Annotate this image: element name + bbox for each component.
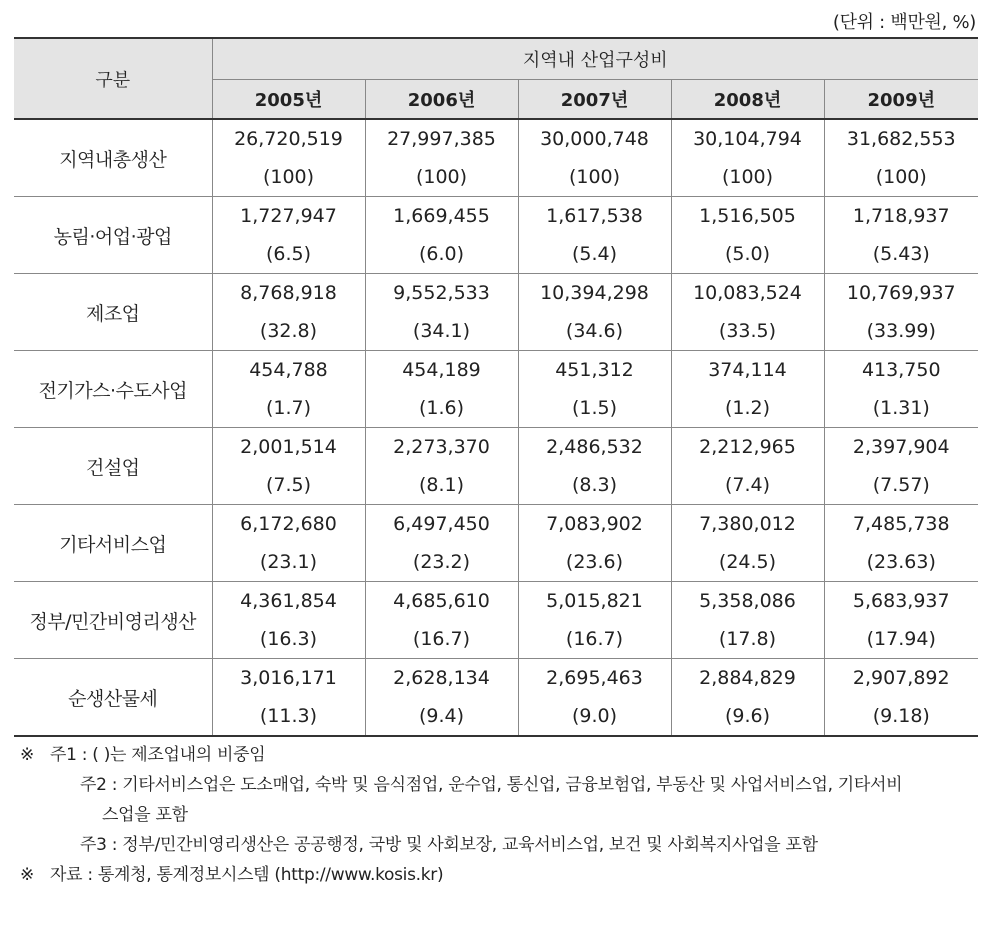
reference-mark: ※ bbox=[20, 745, 34, 765]
data-cell bbox=[824, 197, 978, 274]
data-cell bbox=[671, 428, 824, 505]
cell-share: (5.43) bbox=[872, 243, 930, 265]
data-cell bbox=[824, 659, 978, 737]
cell-value: 374,114 bbox=[708, 359, 787, 381]
data-cell bbox=[671, 197, 824, 274]
cell-value: 2,907,892 bbox=[852, 667, 950, 689]
cell-value: 2,273,370 bbox=[393, 436, 490, 458]
data-cell bbox=[212, 351, 365, 428]
cell-value: 26,720,519 bbox=[234, 128, 343, 150]
cell-share: (8.3) bbox=[571, 474, 618, 496]
data-cell bbox=[824, 119, 978, 197]
cell-value: 30,000,748 bbox=[540, 128, 649, 150]
data-cell bbox=[518, 582, 671, 659]
cell-value: 2,001,514 bbox=[240, 436, 337, 458]
data-cell bbox=[365, 582, 518, 659]
cell-share: (9.4) bbox=[418, 705, 465, 727]
data-cell bbox=[671, 659, 824, 737]
data-cell bbox=[671, 274, 824, 351]
table-row bbox=[14, 582, 978, 659]
cell-share: (33.99) bbox=[866, 320, 936, 342]
cell-share: (11.3) bbox=[259, 705, 318, 727]
row-label: 지역내총생산 bbox=[14, 119, 212, 197]
data-cell bbox=[671, 351, 824, 428]
data-cell bbox=[212, 505, 365, 582]
cell-share: (100) bbox=[721, 166, 774, 188]
cell-share: (23.1) bbox=[259, 551, 318, 573]
data-cell bbox=[518, 351, 671, 428]
cell-value: 454,788 bbox=[249, 359, 328, 381]
table-row bbox=[14, 659, 978, 737]
cell-share: (100) bbox=[415, 166, 468, 188]
cell-share: (16.7) bbox=[412, 628, 471, 650]
cell-value: 30,104,794 bbox=[693, 128, 802, 150]
data-cell bbox=[824, 274, 978, 351]
table-row bbox=[14, 197, 978, 274]
note-3: 주3 : 정부/민간비영리생산은 공공행정, 국방 및 사회보장, 교육서비스업, 보건 및 사회복지사업을 포함 bbox=[80, 835, 818, 855]
group-header: 지역내 산업구성비 bbox=[212, 38, 978, 80]
cell-share: (7.4) bbox=[724, 474, 771, 496]
data-cell bbox=[365, 119, 518, 197]
data-cell bbox=[518, 119, 671, 197]
data-cell bbox=[212, 274, 365, 351]
data-cell bbox=[518, 428, 671, 505]
cell-value: 9,552,533 bbox=[393, 282, 490, 304]
data-cell bbox=[518, 505, 671, 582]
data-cell bbox=[671, 505, 824, 582]
year-header: 2005년 bbox=[212, 80, 365, 120]
cell-share: (6.0) bbox=[418, 243, 465, 265]
cell-value: 10,769,937 bbox=[846, 282, 956, 304]
cell-share: (17.8) bbox=[718, 628, 777, 650]
data-cell bbox=[365, 197, 518, 274]
cell-share: (9.6) bbox=[724, 705, 771, 727]
cell-value: 2,397,904 bbox=[852, 436, 950, 458]
cell-share: (100) bbox=[262, 166, 315, 188]
cell-value: 7,485,738 bbox=[852, 513, 950, 535]
cell-share: (7.57) bbox=[872, 474, 930, 496]
cell-value: 1,617,538 bbox=[546, 205, 643, 227]
data-cell bbox=[518, 659, 671, 737]
cell-value: 2,628,134 bbox=[393, 667, 490, 689]
cell-share: (16.7) bbox=[565, 628, 624, 650]
row-label: 제조업 bbox=[14, 274, 212, 351]
cell-share: (32.8) bbox=[259, 320, 318, 342]
row-label: 농림·어업·광업 bbox=[14, 197, 212, 274]
data-cell bbox=[212, 582, 365, 659]
cell-value: 31,682,553 bbox=[846, 128, 956, 150]
data-cell bbox=[365, 659, 518, 737]
source-note: ※ 자료 : 통계청, 통계정보시스템 (http://www.kosis.kr) bbox=[20, 860, 902, 890]
row-label: 순생산물세 bbox=[14, 659, 212, 737]
cell-share: (23.63) bbox=[866, 551, 936, 573]
cell-share: (7.5) bbox=[265, 474, 312, 496]
cell-value: 2,884,829 bbox=[699, 667, 796, 689]
data-cell bbox=[518, 274, 671, 351]
cell-share: (23.6) bbox=[565, 551, 624, 573]
data-cell bbox=[824, 351, 978, 428]
cell-value: 1,669,455 bbox=[393, 205, 490, 227]
data-cell bbox=[212, 197, 365, 274]
cell-value: 5,358,086 bbox=[699, 590, 796, 612]
cell-share: (1.2) bbox=[724, 397, 771, 419]
note-1: ※ 주1 : ( )는 제조업내의 비중임 bbox=[20, 740, 902, 770]
cell-share: (6.5) bbox=[265, 243, 312, 265]
year-header: 2009년 bbox=[824, 80, 978, 120]
year-header: 2007년 bbox=[518, 80, 671, 120]
cell-value: 1,727,947 bbox=[240, 205, 337, 227]
cell-share: (8.1) bbox=[418, 474, 465, 496]
cell-value: 3,016,171 bbox=[240, 667, 337, 689]
reference-mark: ※ bbox=[20, 865, 34, 885]
cell-value: 1,718,937 bbox=[852, 205, 950, 227]
row-label: 정부/민간비영리생산 bbox=[14, 582, 212, 659]
cell-share: (23.2) bbox=[412, 551, 471, 573]
cell-share: (100) bbox=[568, 166, 621, 188]
cell-value: 413,750 bbox=[861, 359, 941, 381]
cell-value: 7,083,902 bbox=[546, 513, 643, 535]
table-row bbox=[14, 428, 978, 505]
cell-value: 1,516,505 bbox=[699, 205, 796, 227]
cell-value: 5,683,937 bbox=[852, 590, 950, 612]
cell-value: 2,212,965 bbox=[699, 436, 796, 458]
data-cell bbox=[365, 505, 518, 582]
table-row bbox=[14, 119, 978, 197]
category-header: 구분 bbox=[14, 38, 212, 119]
data-cell bbox=[365, 351, 518, 428]
cell-value: 7,380,012 bbox=[699, 513, 796, 535]
cell-share: (34.6) bbox=[565, 320, 624, 342]
cell-value: 10,394,298 bbox=[540, 282, 649, 304]
cell-share: (33.5) bbox=[718, 320, 777, 342]
cell-share: (1.5) bbox=[571, 397, 618, 419]
note-2: 주2 : 기타서비스업은 도소매업, 숙박 및 음식점업, 운수업, 통신업, 금융보험업, 부동산 및 사업서비스업, 기타서비 bbox=[80, 775, 903, 795]
table-row bbox=[14, 351, 978, 428]
cell-value: 4,361,854 bbox=[240, 590, 337, 612]
cell-value: 6,172,680 bbox=[240, 513, 337, 535]
data-cell bbox=[518, 197, 671, 274]
cell-share: (16.3) bbox=[259, 628, 318, 650]
row-label: 전기가스·수도사업 bbox=[14, 351, 212, 428]
cell-value: 2,486,532 bbox=[546, 436, 643, 458]
cell-share: (100) bbox=[875, 166, 927, 188]
cell-value: 454,189 bbox=[402, 359, 481, 381]
cell-share: (34.1) bbox=[412, 320, 471, 342]
data-cell bbox=[824, 505, 978, 582]
cell-value: 10,083,524 bbox=[693, 282, 802, 304]
cell-share: (24.5) bbox=[718, 551, 777, 573]
cell-value: 27,997,385 bbox=[387, 128, 496, 150]
data-cell bbox=[671, 582, 824, 659]
data-cell bbox=[824, 582, 978, 659]
data-cell bbox=[824, 428, 978, 505]
cell-share: (17.94) bbox=[866, 628, 936, 650]
unit-label: (단위 : 백만원, %) bbox=[832, 12, 976, 33]
data-cell bbox=[365, 274, 518, 351]
cell-share: (9.18) bbox=[872, 705, 930, 727]
year-header: 2006년 bbox=[365, 80, 518, 120]
row-label: 건설업 bbox=[14, 428, 212, 505]
data-cell bbox=[212, 119, 365, 197]
cell-share: (1.31) bbox=[872, 397, 930, 419]
cell-value: 2,695,463 bbox=[546, 667, 643, 689]
table-row bbox=[14, 505, 978, 582]
data-cell bbox=[671, 119, 824, 197]
cell-value: 8,768,918 bbox=[240, 282, 337, 304]
cell-value: 5,015,821 bbox=[546, 590, 643, 612]
cell-share: (1.7) bbox=[265, 397, 312, 419]
cell-value: 4,685,610 bbox=[393, 590, 490, 612]
industry-composition-table bbox=[14, 37, 978, 737]
cell-value: 6,497,450 bbox=[393, 513, 490, 535]
note-2-continuation: 스업을 포함 bbox=[102, 805, 188, 825]
data-cell bbox=[212, 428, 365, 505]
cell-value: 451,312 bbox=[555, 359, 634, 381]
data-cell bbox=[365, 428, 518, 505]
cell-share: (5.0) bbox=[724, 243, 771, 265]
cell-share: (5.4) bbox=[571, 243, 618, 265]
row-label: 기타서비스업 bbox=[14, 505, 212, 582]
cell-share: (1.6) bbox=[418, 397, 465, 419]
notes-section bbox=[20, 740, 902, 890]
cell-share: (9.0) bbox=[571, 705, 618, 727]
data-cell bbox=[212, 659, 365, 737]
table-row bbox=[14, 274, 978, 351]
year-header: 2008년 bbox=[671, 80, 824, 120]
